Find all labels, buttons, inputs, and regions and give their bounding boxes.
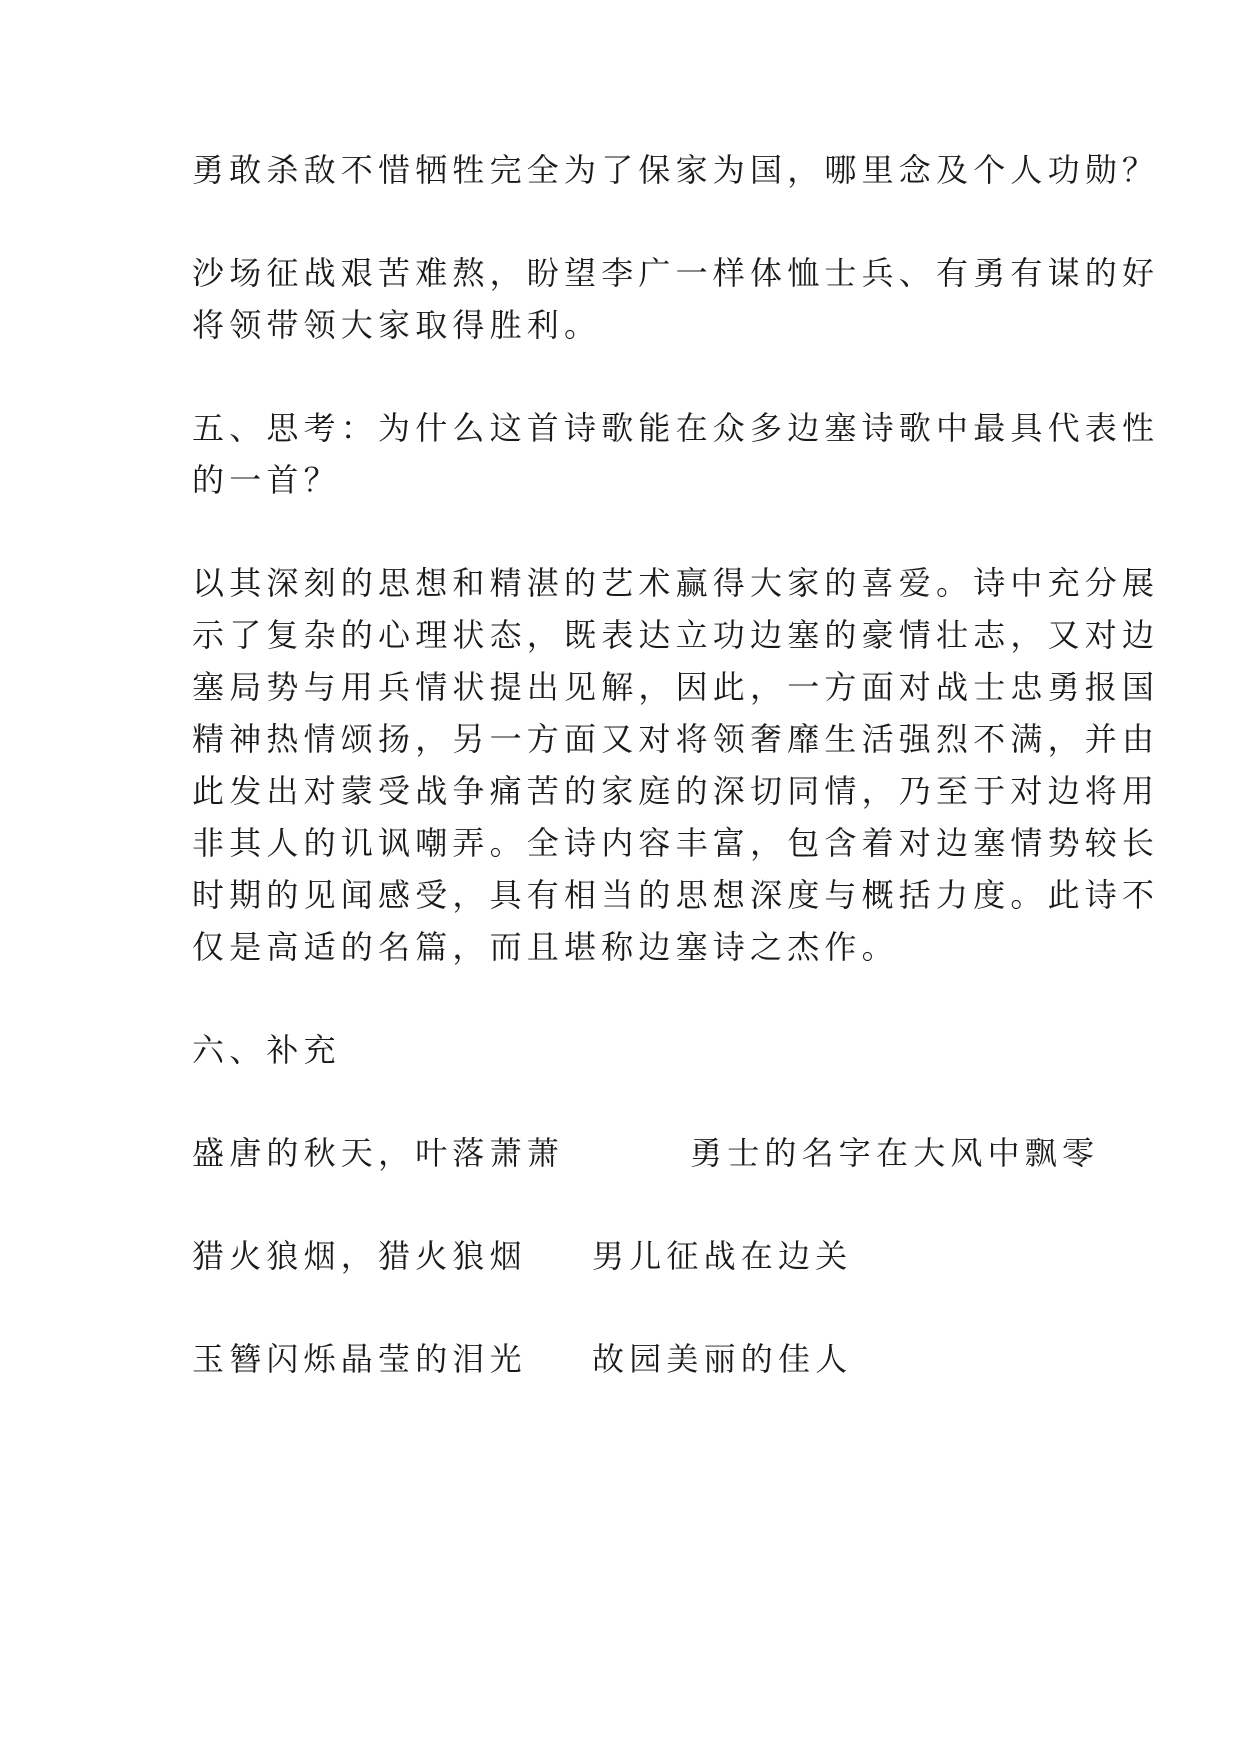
paragraph-line: 沙场征战艰苦难熬，盼望李广一样体恤士兵、有勇有谋的好 — [192, 254, 1160, 292]
lyric-left: 玉簪闪烁晶莹的泪光 — [192, 1340, 527, 1378]
section-heading: 五、思考：为什么这首诗歌能在众多边塞诗歌中最具代表性 — [192, 409, 1160, 447]
paragraph-line: 勇敢杀敌不惜牺牲完全为了保家为国，哪里念及个人功勋？ — [192, 151, 1160, 189]
lyric-right: 故园美丽的佳人 — [592, 1340, 853, 1378]
paragraph-line: 非其人的讥讽嘲弄。全诗内容丰富，包含着对边塞情势较长 — [192, 824, 1160, 862]
paragraph-line: 此发出对蒙受战争痛苦的家庭的深切同情，乃至于对边将用 — [192, 772, 1160, 810]
lyric-right: 勇士的名字在大风中飘零 — [690, 1134, 1100, 1172]
paragraph-line: 仅是高适的名篇，而且堪称边塞诗之杰作。 — [192, 928, 899, 966]
paragraph-line: 塞局势与用兵情状提出见解，因此，一方面对战士忠勇报国 — [192, 668, 1160, 706]
paragraph-line: 将领带领大家取得胜利。 — [192, 306, 602, 344]
paragraph-line: 以其深刻的思想和精湛的艺术赢得大家的喜爱。诗中充分展 — [192, 564, 1160, 602]
lyric-left: 猎火狼烟，猎火狼烟 — [192, 1237, 527, 1275]
section-heading: 的一首？ — [192, 461, 341, 499]
paragraph-line: 示了复杂的心理状态，既表达立功边塞的豪情壮志，又对边 — [192, 616, 1160, 654]
paragraph-line: 精神热情颂扬，另一方面又对将领奢靡生活强烈不满，并由 — [192, 720, 1160, 758]
section-heading: 六、补充 — [192, 1031, 341, 1069]
lyric-right: 男儿征战在边关 — [592, 1237, 853, 1275]
lyric-left: 盛唐的秋天，叶落萧萧 — [192, 1134, 565, 1172]
paragraph-line: 时期的见闻感受，具有相当的思想深度与概括力度。此诗不 — [192, 876, 1160, 914]
